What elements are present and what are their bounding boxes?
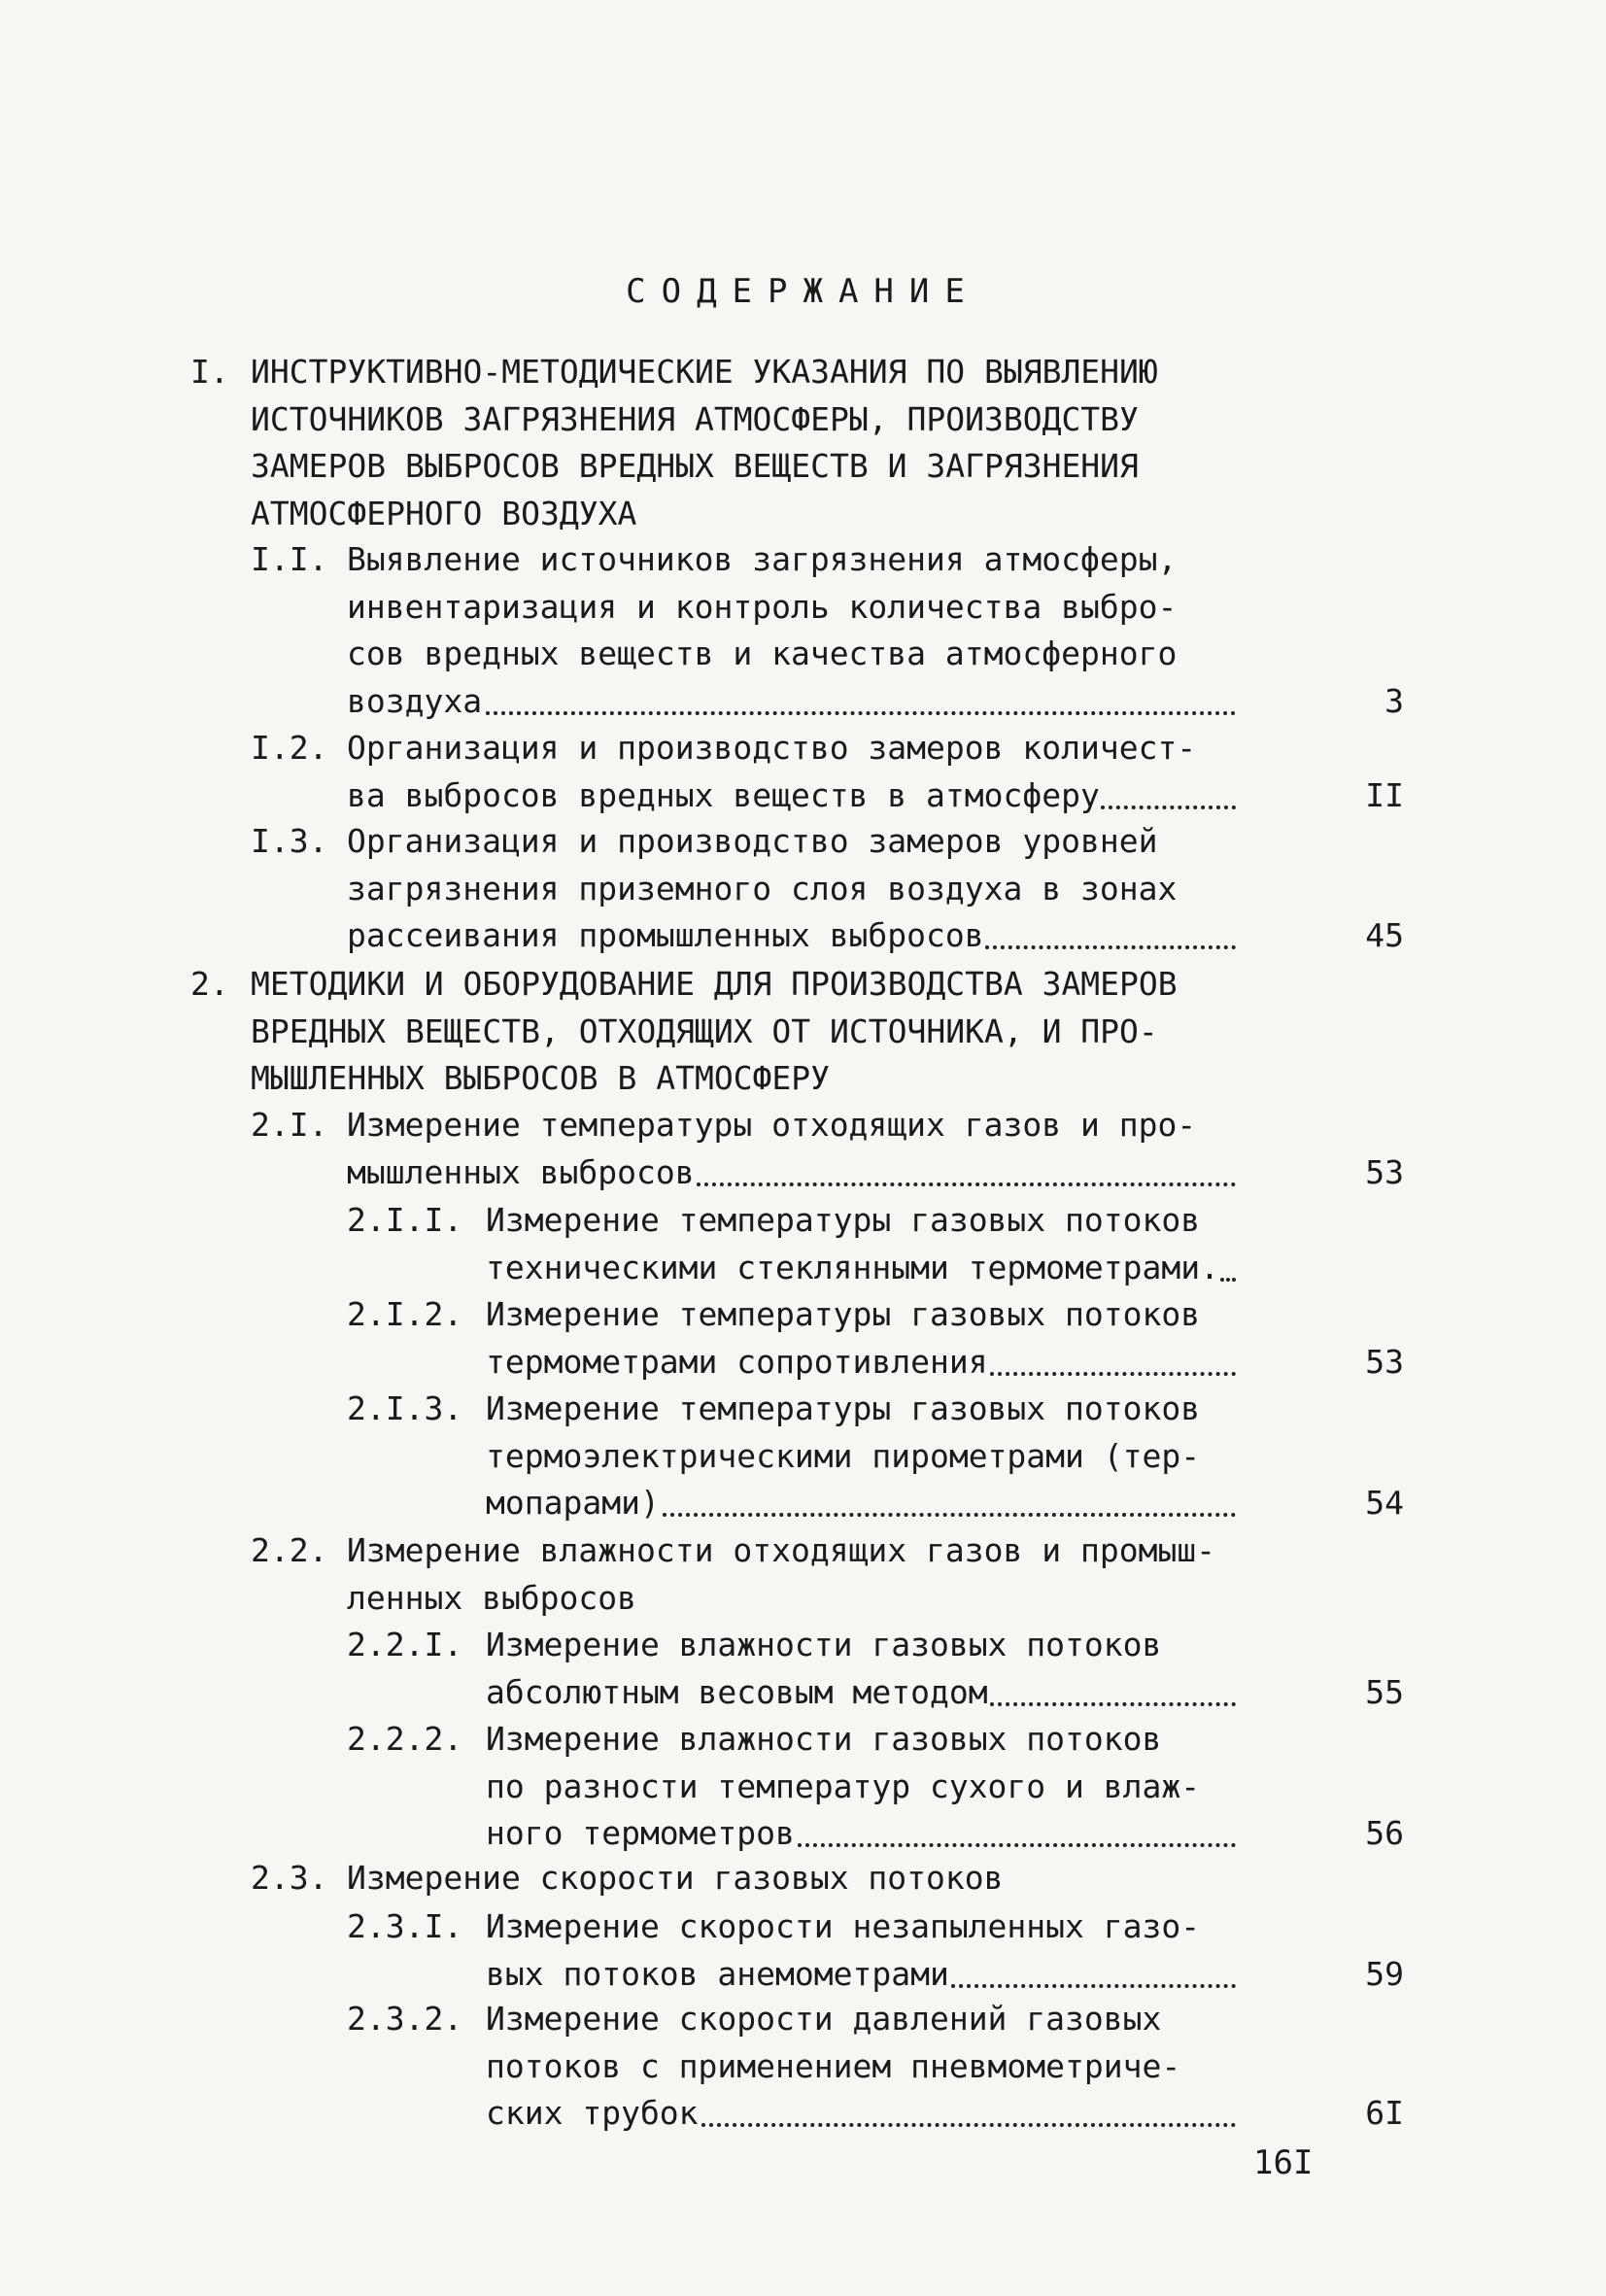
toc-entry-number: 2.2. xyxy=(251,1531,328,1569)
leader-dots xyxy=(701,2117,1236,2127)
toc-entry-text: ВРЕДНЫХ ВЕЩЕСТВ, ОТХОДЯЩИХ ОТ ИСТОЧНИКА, И ПРО- xyxy=(251,1011,1158,1050)
toc-entry-text: Измерение температуры газовых потоков xyxy=(486,1201,1201,1239)
toc-entry-text: термоэлектрическими пирометрами (тер- xyxy=(486,1436,1201,1475)
leader-dots xyxy=(985,940,1236,949)
page-number: 16I xyxy=(1253,2143,1314,2182)
toc-entry-number: 2.I.2. xyxy=(347,1295,463,1333)
toc-entry-number: I.I. xyxy=(251,540,328,578)
toc-page-number: 6I xyxy=(1365,2094,1404,2132)
toc-entry-text: мышленных выбросов xyxy=(347,1152,695,1191)
leader-dots xyxy=(951,1978,1236,1988)
toc-entry-text: МЫШЛЕННЫХ ВЫБРОСОВ В АТМОСФЕРУ xyxy=(251,1059,831,1097)
toc-entry-text: Измерение влажности отходящих газов и промыш- xyxy=(347,1531,1216,1569)
toc-entry-text: Измерение температуры отходящих газов и про- xyxy=(347,1106,1197,1144)
leader-dots xyxy=(486,705,1236,715)
toc-page-number: 59 xyxy=(1365,1954,1404,1993)
toc-entry-text: сов вредных веществ и качества атмосферного xyxy=(347,634,1178,672)
toc-entry-text: ИСТОЧНИКОВ ЗАГРЯЗНЕНИЯ АТМОСФЕРЫ, ПРОИЗВОДСТВУ xyxy=(251,399,1139,438)
leader-dots xyxy=(990,1366,1236,1376)
toc-entry-text: Организация и производство замеров количест- xyxy=(347,729,1197,767)
toc-entry-number: I.2. xyxy=(251,729,328,767)
toc-entry-text: техническими стеклянными термометрами. xyxy=(486,1248,1219,1286)
toc-page-number: 53 xyxy=(1365,1342,1404,1381)
toc-entry-number: 2.2.I. xyxy=(347,1626,463,1663)
toc-entry-text: ЗАМЕРОВ ВЫБРОСОВ ВРЕДНЫХ ВЕЩЕСТВ И ЗАГРЯЗНЕНИЯ xyxy=(251,447,1139,485)
toc-entry-text: АТМОСФЕРНОГО ВОЗДУХА xyxy=(251,494,637,532)
toc-page-number: 3 xyxy=(1384,681,1404,720)
toc-entry-text: ного термометров xyxy=(486,1814,795,1852)
toc-entry-text: Измерение скорости газовых потоков xyxy=(347,1859,1004,1897)
toc-entry-text: Измерение температуры газовых потоков xyxy=(486,1389,1201,1427)
toc-entry-text: Организация и производство замеров уровней xyxy=(347,822,1158,860)
toc-entry-text: ских трубок xyxy=(486,2094,699,2132)
toc-entry-number: I. xyxy=(190,353,229,391)
toc-entry-number: 2.3.2. xyxy=(347,2000,463,2038)
toc-entry-number: 2.3.I. xyxy=(347,1907,463,1945)
toc-entry-number: 2.2.2. xyxy=(347,1720,463,1758)
toc-entry-text: потоков с применением пневмометриче- xyxy=(486,2046,1181,2085)
toc-page-number: 53 xyxy=(1365,1152,1404,1191)
leader-dots xyxy=(798,1837,1236,1847)
toc-entry-text: ИНСТРУКТИВНО-МЕТОДИЧЕСКИЕ УКАЗАНИЯ ПО ВЫЯВЛЕНИЮ xyxy=(251,353,1158,391)
leader-dots xyxy=(990,1696,1236,1706)
toc-entry-text: ва выбросов вредных веществ в атмосферу xyxy=(347,775,1100,814)
toc-entry-text: рассеивания промышленных выбросов xyxy=(347,916,984,954)
toc-entry-text: Измерение скорости незапыленных газо- xyxy=(486,1907,1201,1945)
toc-entry-number: 2.I.I. xyxy=(347,1201,463,1239)
toc-entry-text: загрязнения приземного слоя воздуха в зонах xyxy=(347,869,1178,908)
leader-dots xyxy=(1101,800,1236,809)
toc-entry-text: воздуха xyxy=(347,681,483,720)
toc-entry-text: Измерение влажности газовых потоков xyxy=(486,1720,1162,1758)
toc-entry-text: Измерение температуры газовых потоков xyxy=(486,1295,1201,1333)
toc-entry-text: ленных выбросов xyxy=(347,1578,637,1617)
toc-entry-number: 2. xyxy=(190,965,229,1003)
toc-page-number: 54 xyxy=(1365,1484,1404,1522)
toc-page-number: II xyxy=(1365,775,1404,814)
toc-entry-text: Выявление источников загрязнения атмосферы, xyxy=(347,540,1178,578)
toc-page-number: 45 xyxy=(1365,916,1404,954)
toc-entry-number: 2.I. xyxy=(251,1106,328,1144)
leader-dots xyxy=(663,1507,1236,1517)
toc-entry-number: I.3. xyxy=(251,822,328,860)
toc-entry-number: 2.I.3. xyxy=(347,1389,463,1427)
toc-entry-text: абсолютным весовым методом xyxy=(486,1672,988,1711)
toc-entry-text: по разности температур сухого и влаж- xyxy=(486,1766,1201,1805)
toc-entry-text: Измерение скорости давлений газовых xyxy=(486,2000,1162,2038)
leader-dots xyxy=(1220,1272,1236,1282)
page-title: СОДЕРЖАНИЕ xyxy=(626,272,980,311)
toc-entry-text: Измерение влажности газовых потоков xyxy=(486,1626,1162,1663)
toc-entry-text: МЕТОДИКИ И ОБОРУДОВАНИЕ ДЛЯ ПРОИЗВОДСТВА ЗАМЕРОВ xyxy=(251,965,1178,1003)
toc-entry-number: 2.3. xyxy=(251,1859,328,1897)
toc-entry-text: термометрами сопротивления xyxy=(486,1342,988,1381)
leader-dots xyxy=(697,1177,1236,1186)
toc-entry-text: мопарами) xyxy=(486,1484,660,1522)
toc-page-number: 56 xyxy=(1365,1814,1404,1852)
toc-page-number: 55 xyxy=(1365,1672,1404,1711)
toc-entry-text: вых потоков анемометрами xyxy=(486,1954,949,1993)
toc-entry-text: инвентаризация и контроль количества выбро- xyxy=(347,587,1178,626)
